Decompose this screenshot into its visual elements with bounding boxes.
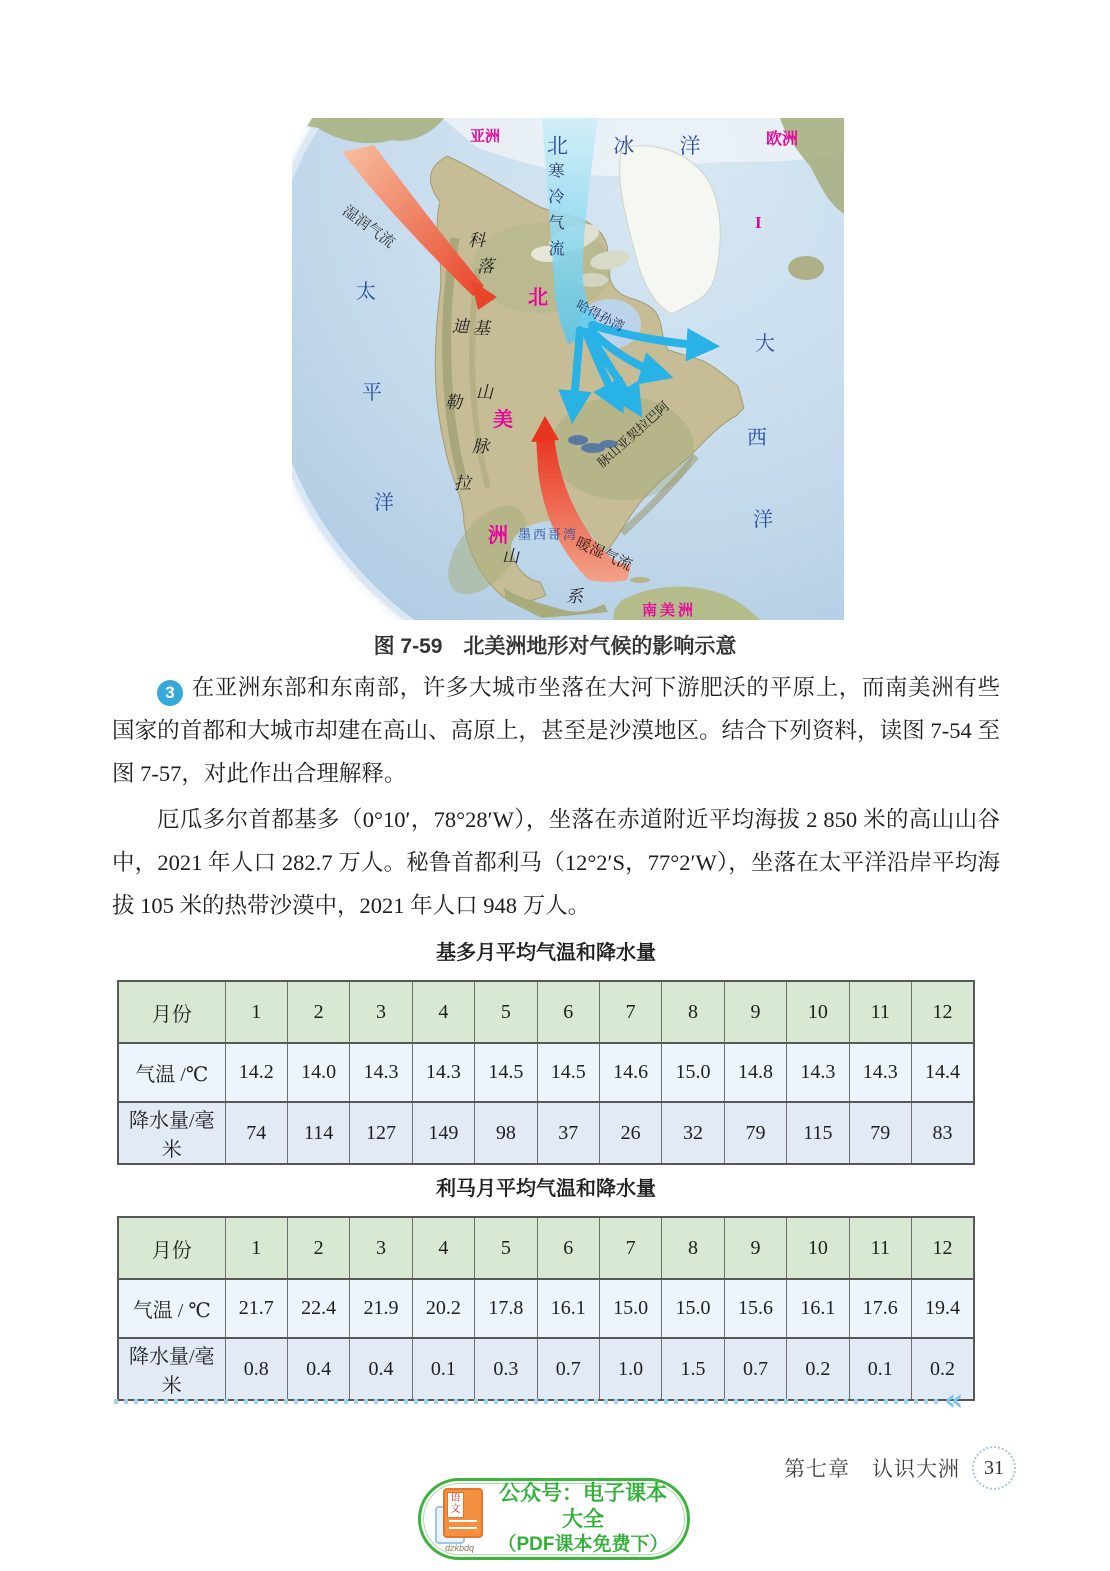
value-cell: 0.1 (412, 1338, 474, 1400)
month-cell: 12 (911, 1217, 974, 1279)
month-cell: 5 (475, 1217, 537, 1279)
month-cell: 9 (724, 1217, 786, 1279)
label-cold-current: 寒冷气流 (546, 162, 563, 266)
table-title: 基多月平均气温和降水量 (436, 942, 656, 964)
value-cell: 83 (911, 1102, 974, 1164)
table-row (118, 1043, 974, 1102)
badge-line2: （PDF课本免费下） (497, 1534, 669, 1556)
value-cell: 14.0 (287, 1043, 349, 1102)
value-cell: 14.5 (475, 1043, 537, 1102)
value-cell: 98 (475, 1102, 537, 1164)
table-row (118, 1279, 974, 1338)
month-cell: 6 (537, 1217, 599, 1279)
month-cell: 9 (724, 981, 786, 1043)
label-south-america: 南美洲 (642, 603, 697, 619)
table-title: 利马月平均气温和降水量 (436, 1178, 656, 1200)
row-label: 气温 / ℃ (118, 1279, 225, 1338)
label-cordillera-char: 科 (468, 231, 485, 250)
value-cell: 22.4 (287, 1279, 349, 1338)
value-cell: 114 (287, 1102, 349, 1164)
month-cell: 1 (225, 981, 287, 1043)
value-cell: 15.6 (724, 1279, 786, 1338)
label-atlantic-char: 西 (747, 427, 767, 449)
label-pacific-char: 太 (356, 281, 376, 303)
value-cell: 14.5 (537, 1043, 599, 1102)
wechat-watermark-badge (418, 1478, 690, 1560)
label-cordillera-char: 基 (473, 319, 490, 338)
month-header: 月份 (118, 1217, 225, 1279)
month-cell: 7 (599, 981, 661, 1043)
task-text: 在亚洲东部和东南部，许多大城市坐落在大河下游肥沃的平原上，而南美洲有些国家的首都和大城市却建在高山、高原上，甚至是沙漠地区。结合下列资料，读图 7-54 至图 7-57，对此作出合理解释。 (112, 675, 1000, 786)
row-label: 降水量/毫米 (118, 1338, 225, 1400)
value-cell: 1.5 (662, 1338, 724, 1400)
month-cell: 10 (787, 981, 849, 1043)
book-icon (443, 1488, 483, 1538)
month-cell: 11 (849, 981, 911, 1043)
info-paragraph: 厄瓜多尔首都基多（0°10′，78°28′W），坐落在赤道附近平均海拔 2 850 米的高山山谷中，2021 年人口 282.7 万人。秘鲁首都利马（12°2′S，77°2′W），坐落在太平洋沿岸平均海拔 105 米的热带沙漠中，2021 年人口 948 万人。 (112, 807, 1000, 918)
value-cell: 0.8 (225, 1338, 287, 1400)
label-atlantic-char: 洋 (753, 509, 773, 531)
value-cell: 37 (537, 1102, 599, 1164)
dotted-separator (114, 1399, 942, 1404)
value-cell: 26 (599, 1102, 661, 1164)
label-pacific-char: 平 (362, 382, 382, 404)
value-cell: 20.2 (412, 1279, 474, 1338)
month-cell: 3 (350, 981, 412, 1043)
month-cell: 11 (849, 1217, 911, 1279)
label-cordillera-char: 勒 (445, 393, 462, 412)
value-cell: 0.4 (287, 1338, 349, 1400)
label-hudson-bay: 哈得孙湾 (573, 297, 627, 335)
label-cordillera-char: 山 (476, 383, 493, 402)
chevron-left-icon: « (944, 1383, 964, 1418)
ebook-icon (435, 1488, 483, 1553)
icon-subtext: dzkbdq (445, 1543, 475, 1553)
label-arctic-ocean: 北 冰 洋 (547, 134, 721, 158)
badge-line1: 公众号：电子课本大全 (499, 1481, 667, 1532)
value-cell: 14.8 (724, 1043, 786, 1102)
value-cell: 14.3 (350, 1043, 412, 1102)
value-cell: 115 (787, 1102, 849, 1164)
month-cell: 8 (662, 981, 724, 1043)
row-label: 气温 /℃ (118, 1043, 225, 1102)
north-america-climate-map (292, 118, 844, 620)
label-asia: 亚洲 (470, 129, 501, 145)
page-number: 31 (972, 1446, 1016, 1490)
value-cell: 14.3 (412, 1043, 474, 1102)
lima-table-section (117, 1172, 975, 1401)
value-cell: 14.4 (911, 1043, 974, 1102)
task-paragraph (112, 666, 1000, 795)
book-label: 语文 (447, 1492, 464, 1518)
value-cell: 14.2 (225, 1043, 287, 1102)
label-cordillera-char: 山 (502, 547, 519, 566)
value-cell: 127 (350, 1102, 412, 1164)
month-cell: 3 (350, 1217, 412, 1279)
month-cell: 2 (287, 981, 349, 1043)
label-iceland-mark: I (755, 213, 762, 232)
quito-table-section (117, 936, 975, 1165)
value-cell: 17.6 (849, 1279, 911, 1338)
label-north-america-char: 北 (528, 287, 548, 309)
quito-climate-table (117, 980, 975, 1165)
value-cell: 14.6 (599, 1043, 661, 1102)
value-cell: 14.3 (787, 1043, 849, 1102)
value-cell: 79 (849, 1102, 911, 1164)
label-gulf-of-mexico: 墨西哥湾 (518, 527, 579, 542)
value-cell: 15.0 (599, 1279, 661, 1338)
value-cell: 16.1 (537, 1279, 599, 1338)
task-number-badge: 3 (157, 680, 183, 706)
value-cell: 0.2 (787, 1338, 849, 1400)
month-cell: 2 (287, 1217, 349, 1279)
month-cell: 7 (599, 1217, 661, 1279)
value-cell: 19.4 (911, 1279, 974, 1338)
value-cell: 79 (724, 1102, 786, 1164)
row-label: 降水量/毫米 (118, 1102, 225, 1164)
value-cell: 0.1 (849, 1338, 911, 1400)
value-cell: 15.0 (662, 1043, 724, 1102)
month-cell: 4 (412, 981, 474, 1043)
value-cell: 0.3 (475, 1338, 537, 1400)
value-cell: 14.3 (849, 1043, 911, 1102)
label-cordillera-char: 系 (566, 587, 583, 606)
body-text (112, 666, 1000, 927)
label-north-america-char: 洲 (488, 525, 508, 547)
label-cordillera-char: 拉 (454, 474, 471, 493)
map-labels-layer (292, 118, 844, 620)
label-warm-current: 暖湿气流 (572, 535, 635, 575)
value-cell: 149 (412, 1102, 474, 1164)
month-cell: 6 (537, 981, 599, 1043)
label-atlantic-char: 大 (755, 333, 775, 355)
label-cordillera-char: 脉 (472, 437, 489, 456)
value-cell: 21.7 (225, 1279, 287, 1338)
label-appalachian: 脉山亚契拉巴阿 (594, 398, 673, 471)
value-cell: 0.4 (350, 1338, 412, 1400)
value-cell: 74 (225, 1102, 287, 1164)
month-cell: 8 (662, 1217, 724, 1279)
value-cell: 0.7 (724, 1338, 786, 1400)
month-cell: 5 (475, 981, 537, 1043)
label-north-america-char: 美 (493, 409, 513, 431)
month-cell: 1 (225, 1217, 287, 1279)
value-cell: 15.0 (662, 1279, 724, 1338)
label-pacific-char: 洋 (374, 492, 394, 514)
value-cell: 0.7 (537, 1338, 599, 1400)
label-europe: 欧洲 (766, 131, 799, 148)
month-cell: 10 (787, 1217, 849, 1279)
badge-text (491, 1481, 675, 1557)
table-row (118, 1102, 974, 1164)
table-header-row (118, 981, 974, 1043)
month-header: 月份 (118, 981, 225, 1043)
value-cell: 16.1 (787, 1279, 849, 1338)
figure-caption: 图 7-59 北美洲地形对气候的影响示意 (373, 635, 737, 658)
label-cordillera-char: 落 (477, 257, 494, 276)
value-cell: 17.8 (475, 1279, 537, 1338)
label-cordillera-char: 迪 (452, 317, 469, 336)
month-cell: 4 (412, 1217, 474, 1279)
table-header-row (118, 1217, 974, 1279)
label-moist-current: 湿润气流 (339, 203, 398, 252)
value-cell: 32 (662, 1102, 724, 1164)
value-cell: 21.9 (350, 1279, 412, 1338)
chapter-title: 第七章 认识大洲 (784, 1457, 960, 1481)
value-cell: 1.0 (599, 1338, 661, 1400)
table-row (118, 1338, 974, 1400)
value-cell: 0.2 (911, 1338, 974, 1400)
month-cell: 12 (911, 981, 974, 1043)
lima-climate-table (117, 1216, 975, 1401)
